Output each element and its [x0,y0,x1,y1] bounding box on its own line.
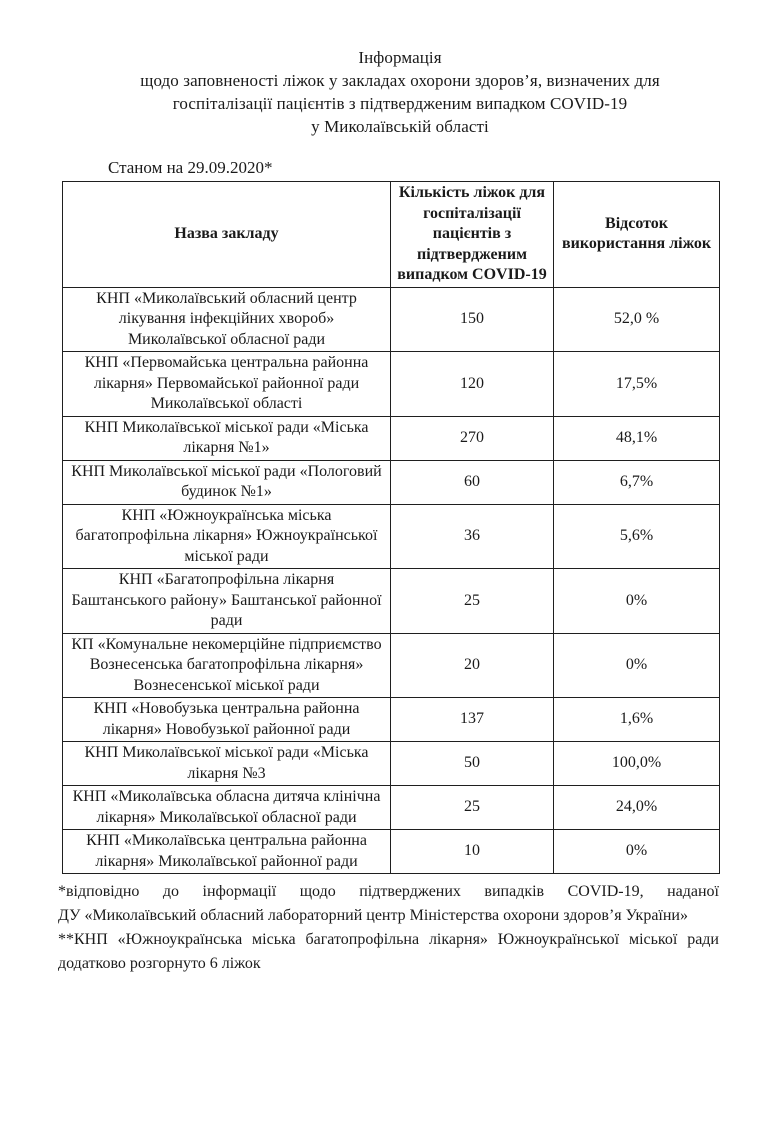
usage-percent-cell: 5,6% [554,504,720,569]
usage-percent-cell: 1,6% [554,698,720,742]
beds-count-cell: 50 [391,742,554,786]
beds-count-cell: 150 [391,287,554,352]
beds-count-cell: 270 [391,416,554,460]
beds-count-cell: 36 [391,504,554,569]
footnote-line-4: додатково розгорнуто 6 ліжок [58,955,261,972]
facility-name-cell: КНП «Миколаївська обласна дитяча клінічна лікарня» Миколаївської обласної ради [63,786,391,830]
facility-name-cell: КП «Комунальне некомерційне підприємство Вознесенська багатопрофільна лікарня» Вознесенської міської ради [63,633,391,698]
facility-name-cell: КНП «Новобузька центральна районна лікарня» Новобузької районної ради [63,698,391,742]
beds-occupancy-table [62,181,720,874]
title-line-3: госпіталізації пацієнтів з підтвердженим випадком COVID-19 [172,94,628,113]
table-row [63,569,720,634]
facility-name-cell: КНП «Миколаївська центральна районна лікарня» Миколаївської районної ради [63,830,391,874]
document-page [0,46,763,1126]
title-line-1: Інформація [358,48,442,67]
usage-percent-cell: 17,5% [554,352,720,417]
usage-percent-cell: 0% [554,569,720,634]
document-title [62,46,738,138]
footnote-line-1: *відповідно до інформації щодо підтверджених випадків COVID-19, наданої [58,883,719,900]
beds-count-cell: 137 [391,698,554,742]
footnote-line-2: ДУ «Миколаївський обласний лабораторний центр Міністерства охорони здоров’я України» [58,907,688,924]
facility-name-cell: КНП Миколаївської міської ради «Пологовий будинок №1» [63,460,391,504]
table-row [63,830,720,874]
beds-count-cell: 10 [391,830,554,874]
usage-percent-cell: 6,7% [554,460,720,504]
table-body [63,287,720,874]
facility-name-cell: КНП «Южноукраїнська міська багатопрофільна лікарня» Южноукраїнської міської ради [63,504,391,569]
facility-name-cell: КНП Миколаївської міської ради «Міська лікарня №3 [63,742,391,786]
column-header-beds-count: Кількість ліжок для госпіталізації пацієнтів з підтвердженим випадком COVID-19 [391,182,554,288]
facility-name-cell: КНП «Первомайська центральна районна лікарня» Первомайської районної ради Миколаївської області [63,352,391,417]
usage-percent-cell: 52,0 % [554,287,720,352]
column-header-facility-name: Назва закладу [63,182,391,288]
column-header-usage-percent: Відсоток використання ліжок [554,182,720,288]
table-row [63,460,720,504]
facility-name-cell: КНП Миколаївської міської ради «Міська лікарня №1» [63,416,391,460]
usage-percent-cell: 24,0% [554,786,720,830]
usage-percent-cell: 0% [554,633,720,698]
table-row [63,633,720,698]
beds-count-cell: 25 [391,569,554,634]
title-line-2: щодо заповненості ліжок у закладах охорони здоров’я, визначених для [140,71,660,90]
table-header [63,182,720,288]
beds-count-cell: 25 [391,786,554,830]
usage-percent-cell: 100,0% [554,742,720,786]
table-row [63,504,720,569]
footnotes [58,880,719,976]
table-row [63,742,720,786]
usage-percent-cell: 48,1% [554,416,720,460]
as-of-date-label: Станом на 29.09.2020* [108,158,273,177]
beds-count-cell: 60 [391,460,554,504]
beds-count-cell: 20 [391,633,554,698]
usage-percent-cell: 0% [554,830,720,874]
title-line-4: у Миколаївській області [311,117,489,136]
table-row [63,786,720,830]
footnote-line-3: **КНП «Южноукраїнська міська багатопрофільна лікарня» Южноукраїнської міської ради [58,931,719,948]
table-row [63,287,720,352]
table-row [63,416,720,460]
table-row [63,698,720,742]
facility-name-cell: КНП «Багатопрофільна лікарня Баштанського району» Баштанської районної ради [63,569,391,634]
beds-count-cell: 120 [391,352,554,417]
facility-name-cell: КНП «Миколаївський обласний центр лікування інфекційних хвороб» Миколаївської обласної ради [63,287,391,352]
table-header-row [63,182,720,288]
table-row [63,352,720,417]
